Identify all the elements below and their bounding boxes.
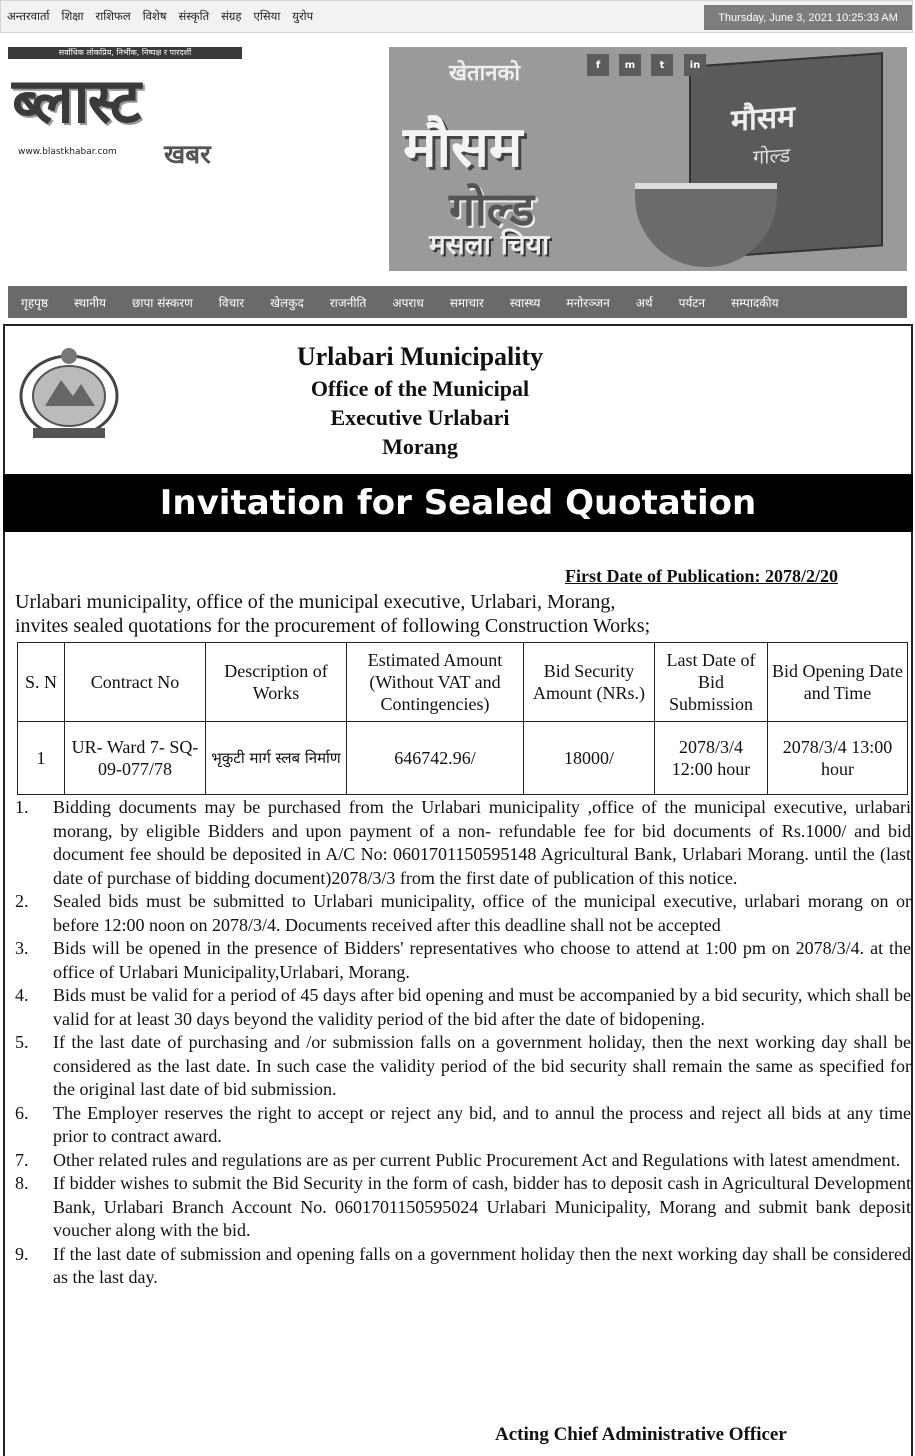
date-time: Thursday, June 3, 2021 10:25:33 AM xyxy=(704,5,912,30)
main-nav-item[interactable]: छापा संस्करण xyxy=(131,295,193,310)
notice-title: Invitation for Sealed Quotation xyxy=(3,474,913,532)
top-nav-item[interactable]: संस्कृति xyxy=(178,9,210,23)
main-nav-item[interactable]: विचार xyxy=(218,295,245,310)
banner-variant: गोल्ड xyxy=(449,182,535,236)
item-number: 7. xyxy=(15,1149,29,1170)
office-line-1: Office of the Municipal xyxy=(310,376,530,401)
list-item xyxy=(15,1031,911,1102)
list-item xyxy=(15,937,911,984)
logo-url: www.blastkhabar.com xyxy=(18,147,117,157)
table-cell: 646742.96/ xyxy=(347,722,524,795)
item-number: 5. xyxy=(15,1032,29,1052)
top-nav-item[interactable]: संग्रह xyxy=(221,9,242,23)
item-number: 2. xyxy=(15,891,29,911)
table-cell: 2078/3/4 13:00 hour xyxy=(768,722,908,795)
table-cell: 1 xyxy=(18,722,65,795)
table-header: Contract No xyxy=(65,643,206,722)
list-item xyxy=(15,1243,911,1290)
item-text: Bids must be valid for a period of 45 days after bid opening and must be accompanied by a bid security, which shall be valid for at least 30 days beyond the validity period of the bid after the date of bidopening. xyxy=(53,985,911,1029)
intro-line-1: Urlabari municipality, office of the municipal executive, Urlabari, Morang, xyxy=(15,591,616,613)
banner-product: मौसम xyxy=(403,115,523,180)
top-nav-item[interactable]: विशेष xyxy=(142,9,167,23)
main-nav-item[interactable]: अपराध xyxy=(392,295,424,310)
table-cell: 18000/ xyxy=(524,722,655,795)
table-header: Description of Works xyxy=(206,643,347,722)
main-nav-item[interactable]: राजनीति xyxy=(329,295,367,310)
linkedin-icon[interactable]: in xyxy=(684,54,706,76)
main-nav xyxy=(8,286,907,318)
main-nav-item[interactable]: समाचार xyxy=(449,295,484,310)
office-line-2: Executive Urlabari xyxy=(330,405,510,430)
notice-items xyxy=(15,796,911,1290)
signature: Acting Chief Administrative Officer xyxy=(495,1424,787,1445)
table-header: S. N xyxy=(18,643,65,722)
item-text: If bidder wishes to submit the Bid Security in the form of cash, bidder has to deposit cash in Agricultural Development Bank, Urlabari Branch Account No. 0601701150595024 Urlabari Municipality, Morang and submit bank deposit voucher along with the bid. xyxy=(53,1173,911,1240)
main-nav-item[interactable]: गृहपृष्ठ xyxy=(21,295,49,310)
messenger-icon[interactable]: m xyxy=(619,54,641,76)
government-emblem-icon xyxy=(15,344,123,444)
top-nav-item[interactable]: शिक्षा xyxy=(61,9,84,23)
district: Morang xyxy=(382,434,458,459)
intro-line-2: invites sealed quotations for the procurement of following Construction Works; xyxy=(15,615,651,637)
notice-image xyxy=(3,324,913,1456)
item-text: Bids will be opened in the presence of Bidders' representatives who choose to attend at 1:00 pm on 2078/3/4. at the office of Urlabari Municipality,Urlabari, Morang. xyxy=(53,938,911,982)
facebook-icon[interactable]: f xyxy=(587,54,609,76)
org-name: Urlabari Municipality xyxy=(296,342,544,371)
table-header-row xyxy=(18,643,908,722)
box-subtitle: गोल्ड xyxy=(753,142,791,170)
main-nav-item[interactable]: मनोरञ्जन xyxy=(566,295,610,310)
logo-khabar: खबर xyxy=(164,140,211,170)
banner-brand: खेतानको xyxy=(449,61,521,86)
item-text: If the last date of submission and opening falls on a government holiday then the next working day shall be considered as the last day. xyxy=(53,1243,911,1287)
top-nav-item[interactable]: युरोप xyxy=(292,9,314,23)
main-nav-item[interactable]: खेलकुद xyxy=(270,295,304,310)
box-title: मौसम xyxy=(731,99,795,139)
advertisement-banner[interactable] xyxy=(389,47,907,271)
publication-date: First Date of Publication: 2078/2/20 xyxy=(565,566,838,586)
main-nav-item[interactable]: पर्यटन xyxy=(678,295,706,310)
main-nav-item[interactable]: सम्पादकीय xyxy=(731,295,779,310)
item-number: 1. xyxy=(15,797,29,817)
logo-tagline: सर्वाधिक लोकप्रिय, निर्भीक, निष्पक्ष र पारदर्शी xyxy=(8,47,242,59)
item-text: Bidding documents may be purchased from the Urlabari municipality ,office of the municipal executive, urlabari morang, by eligible Bidders and upon payment of a non- refundable fee for bid documents of Rs.1000/ and bid document fee should be deposited in A/C No: 0601701150595148 Agricultural Bank, Urlabari Morang. until the (last date of purchase of bidding document)2078/3/3 from the first date of publication of this notice. xyxy=(53,797,911,888)
item-number: 4. xyxy=(15,985,29,1005)
quotation-table xyxy=(17,642,908,795)
top-nav-item[interactable]: एसिया xyxy=(253,9,281,23)
list-item xyxy=(15,796,911,890)
list-item xyxy=(15,984,911,1031)
site-logo[interactable] xyxy=(8,47,242,171)
twitter-icon[interactable]: t xyxy=(651,54,673,76)
item-number: 3. xyxy=(15,938,29,958)
item-number: 6. xyxy=(15,1102,29,1123)
intro-text xyxy=(15,590,895,638)
table-header: Estimated Amount (Without VAT and Contingencies) xyxy=(347,643,524,722)
table-header: Bid Security Amount (NRs.) xyxy=(524,643,655,722)
top-nav-item[interactable]: अन्तरवार्ता xyxy=(7,9,50,23)
main-nav-item[interactable]: अर्थ xyxy=(635,295,653,310)
top-nav xyxy=(7,9,313,24)
main-nav-item[interactable]: स्थानीय xyxy=(74,295,106,310)
banner-type: मसला चिया xyxy=(429,228,550,261)
table-cell: UR- Ward 7- SQ-09-077/78 xyxy=(65,722,206,795)
table-header: Last Date of Bid Submission xyxy=(655,643,768,722)
item-text: The Employer reserves the right to accept or reject any bid, and to annul the process and reject all bids at any time prior to contract award. xyxy=(53,1102,911,1146)
item-number: 9. xyxy=(15,1243,29,1264)
notice-header xyxy=(125,340,715,461)
table-cell: 2078/3/4 12:00 hour xyxy=(655,722,768,795)
list-item xyxy=(15,1149,911,1173)
logo-wordmark: ब्लास्ट xyxy=(12,64,139,137)
item-text: Sealed bids must be submitted to Urlabari municipality, office of the municipal executive, urlabari morang on or before 12:00 noon on 2078/3/4. Documents received after this deadline shall not be accepted xyxy=(53,891,911,935)
top-bar xyxy=(0,0,913,33)
list-item xyxy=(15,1102,911,1149)
table-cell: भृकुटी मार्ग स्लब निर्माण xyxy=(206,722,347,795)
item-text: Other related rules and regulations are as per current Public Procurement Act and Regulations with latest amendment. xyxy=(53,1149,901,1170)
table-row xyxy=(18,722,908,795)
table-header: Bid Opening Date and Time xyxy=(768,643,908,722)
item-number: 8. xyxy=(15,1173,29,1193)
top-nav-item[interactable]: राशिफल xyxy=(95,9,131,23)
main-nav-item[interactable]: स्वास्थ्य xyxy=(509,295,541,310)
list-item xyxy=(15,1172,911,1243)
list-item xyxy=(15,890,911,937)
item-text: If the last date of purchasing and /or submission falls on a government holiday, then the next working day shall be considered as the last date. In such case the validity period of the bid security shall remain the same as specified for the original last date of bid submission. xyxy=(53,1032,911,1099)
